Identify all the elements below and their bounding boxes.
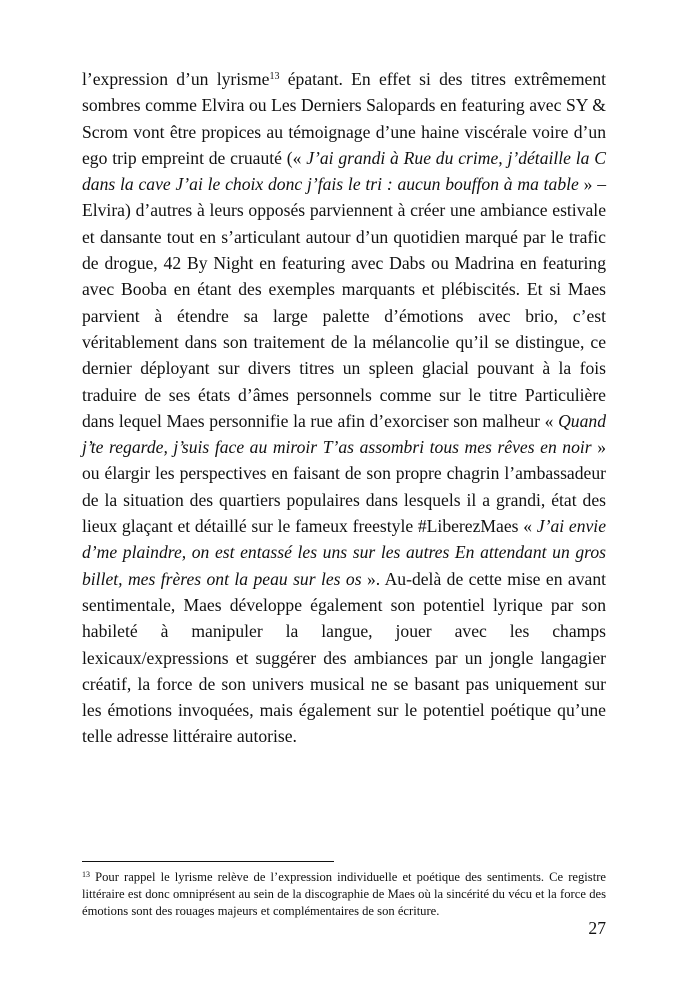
body-text-segment: ». Au-delà de cette mise en avant sentimentale, Maes développe également son potentiel lyrique par son habileté à manipuler la langue, jouer avec les champs lexicaux/expressions et suggérer des ambiances par un jongle langagier créatif, la force de son univers musical ne se basant pas uniquement sur les émotions invoquées, mais également sur le potentiel poétique qu’une telle adresse littéraire autorise.	[82, 568, 606, 747]
body-text-segment: l’expression d’un lyrisme	[82, 69, 270, 89]
footnote	[82, 869, 606, 920]
lyric-quote-liberezmaes: J’ai envie d’me plaindre, on est entassé les uns sur les autres En attendant un gros billet, mes frères ont la peau sur les os	[82, 516, 607, 589]
footnote-separator	[82, 861, 334, 862]
body-text-segment: épatant. En effet si des titres extrêmement sombres comme Elvira ou Les Derniers Salopards en featuring avec SY & Scrom vont être propices au témoignage d’une haine viscérale voire d’un ego trip empreint de cruauté («	[82, 69, 607, 168]
footnote-text: Pour rappel le lyrisme relève de l’expression individuelle et poétique des sentiments. Ce registre littéraire est donc omniprésent au sein de la discographie de Maes où la sincérité du vécu et la force des émotions sont des rouages majeurs et complémentaires de son écriture.	[82, 870, 606, 918]
page-number: 27	[588, 918, 606, 938]
footnote-reference: 13	[269, 71, 280, 82]
body-paragraph	[82, 66, 606, 750]
body-text-segment: » – Elvira) d’autres à leurs opposés parviennent à créer une ambiance estivale et dansante tout en s’articulant autour d’un quotidien marqué par le trafic de drogue, 42 By Night en featuring avec Dabs ou Madrina en featuring avec Booba en étant des exemples marquants et plébiscités. Et si Maes parvient à étendre sa large palette d’émotions avec brio, c’est véritablement dans son traitement de la mélancolie qu’il se distingue, ce dernier déployant sur divers titres un spleen glacial pouvant à la fois traduire de ses états d’âmes personnels comme sur le titre Particulière dans lequel Maes personnifie la rue afin d’exorciser son malheur «	[82, 174, 607, 431]
lyric-quote-particuliere: Quand j’te regarde, j’suis face au miroir T’as assombri tous mes rêves en noir	[82, 410, 606, 458]
body-text-segment: » ou élargir les perspectives en faisant de son propre chagrin l’ambassadeur de la situation des quartiers populaires dans lesquels il a grandi, état des lieux glaçant et détaillé sur le fameux freestyle #LiberezMaes «	[82, 437, 606, 537]
footnote-number: 13	[82, 870, 90, 879]
lyric-quote-elvira: J’ai grandi à Rue du crime, j’détaille la C dans la cave J’ai le choix donc j’fais le tri : aucun bouffon à ma table	[82, 147, 606, 195]
